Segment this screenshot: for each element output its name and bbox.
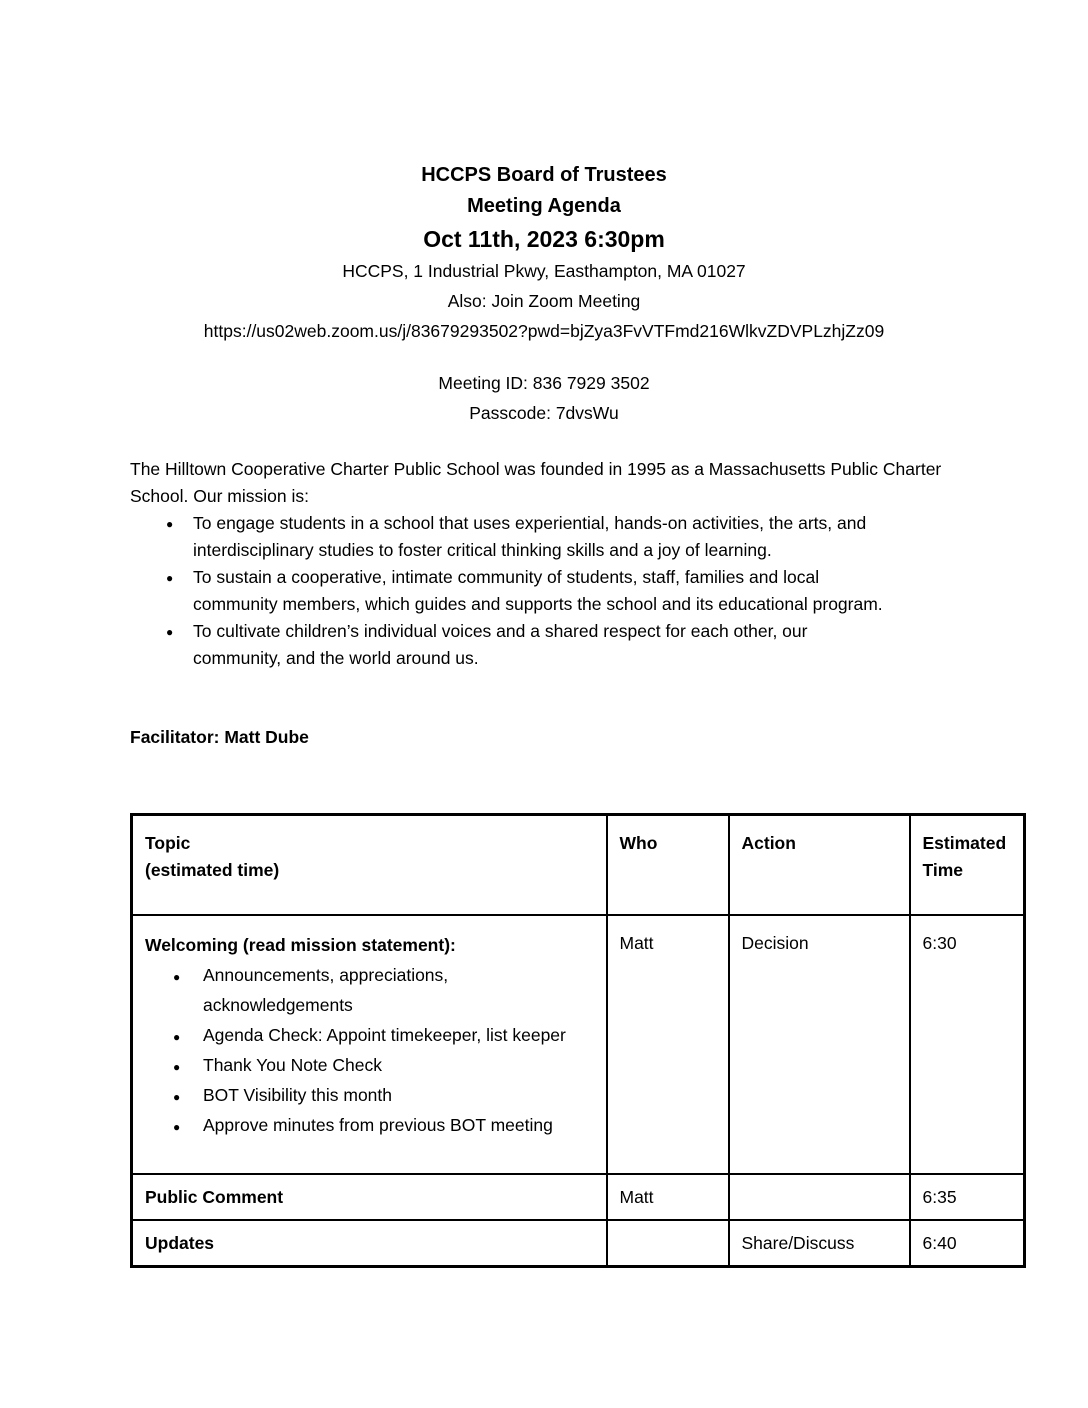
topic-bullet: ● Thank You Note Check: [145, 1050, 598, 1080]
action-cell: Share/Discuss: [729, 1220, 910, 1267]
doc-address: HCCPS, 1 Industrial Pkwy, Easthampton, MA 01027: [342, 261, 746, 281]
col-header-who: Who: [607, 815, 729, 915]
topic-bullet: ● BOT Visibility this month: [145, 1080, 598, 1110]
time-cell: 6:35: [910, 1174, 1025, 1220]
topic-bullet: ● Approve minutes from previous BOT meeting: [145, 1110, 598, 1140]
table-row-public-comment: [132, 1174, 1025, 1220]
facilitator-line: Facilitator: Matt Dube: [130, 727, 309, 747]
col-header-topic-line1: Topic: [145, 833, 191, 853]
topic-bullet: ● Agenda Check: Appoint timekeeper, list keeper: [145, 1020, 598, 1050]
who-cell: Matt: [607, 915, 729, 1174]
header-row: [132, 815, 1025, 915]
col-header-action: Action: [729, 815, 910, 915]
col-header-topic: [132, 815, 607, 915]
agenda-table: [130, 813, 1026, 1268]
passcode-line: Passcode: 7dvsWu: [469, 403, 619, 423]
meeting-id-line: Meeting ID: 836 7929 3502: [438, 373, 650, 393]
topic-bullet: ● Announcements, appreciations, acknowledgements: [145, 960, 598, 1020]
document-header: [94, 0, 994, 428]
zoom-join-line: Also: Join Zoom Meeting: [447, 291, 641, 311]
doc-title: HCCPS Board of Trustees: [421, 164, 667, 186]
mission-section: [130, 456, 962, 672]
col-header-time: Estimated Time: [910, 815, 1025, 915]
doc-datetime: Oct 11th, 2023 6:30pm: [423, 226, 665, 252]
who-cell: [607, 1220, 729, 1267]
time-cell: 6:30: [910, 915, 1025, 1174]
doc-subtitle: Meeting Agenda: [467, 195, 621, 217]
zoom-url: https://us02web.zoom.us/j/83679293502?pwd=bjZya3FvVTFmd216WlkvZDVPLzhjZz09: [203, 321, 885, 341]
time-cell: 6:40: [910, 1220, 1025, 1267]
mission-list: [130, 510, 900, 672]
table-row-updates: [132, 1220, 1025, 1267]
table-row-welcoming: [132, 915, 1025, 1174]
topic-cell: Public Comment: [132, 1174, 607, 1220]
row-topic-title: Welcoming (read mission statement):: [145, 934, 456, 955]
mission-bullet: ● To sustain a cooperative, intimate community of students, staff, families and local community members, which guides and supports the school and its educational program.: [130, 564, 900, 618]
topic-cell: [132, 915, 607, 1174]
topic-cell: Updates: [132, 1220, 607, 1267]
agenda-table-head: [132, 815, 1025, 915]
mission-bullet: ● To engage students in a school that uses experiential, hands-on activities, the arts, and interdisciplinary studies to foster critical thinking skills and a joy of learning.: [130, 510, 900, 564]
action-cell: [729, 1174, 910, 1220]
mission-intro: The Hilltown Cooperative Charter Public School was founded in 1995 as a Massachusetts Public Charter School. Our mission is:: [130, 459, 942, 506]
who-cell: Matt: [607, 1174, 729, 1220]
action-cell: Decision: [729, 915, 910, 1174]
col-header-topic-line2: (estimated time): [145, 860, 280, 880]
mission-bullet: ● To cultivate children’s individual voices and a shared respect for each other, our community, and the world around us.: [130, 618, 900, 672]
agenda-table-body: [132, 915, 1025, 1267]
topic-bullet-list: [145, 960, 598, 1140]
